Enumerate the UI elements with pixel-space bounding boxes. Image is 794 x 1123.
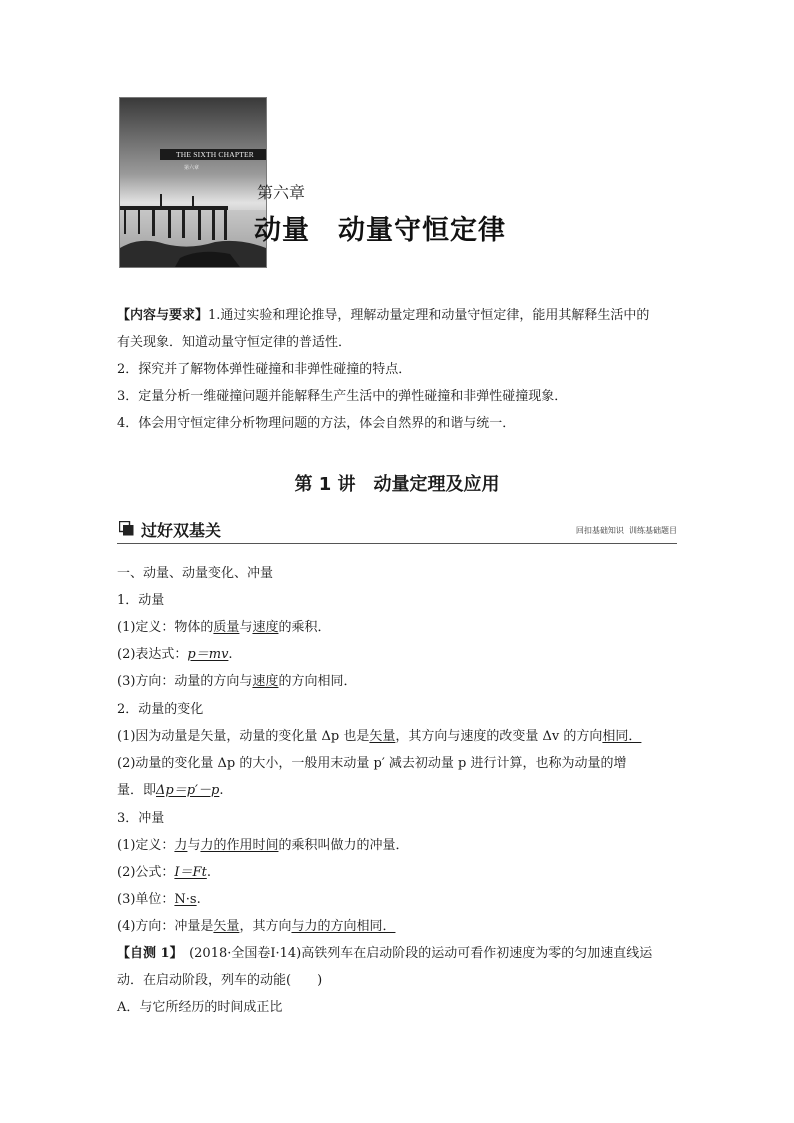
chapter-cover-image — [119, 97, 267, 268]
answer-blank: p＝mv — [187, 647, 229, 662]
answer-blank: 矢量 — [369, 729, 396, 744]
text: (2)公式： — [117, 865, 175, 880]
text: 与 — [187, 838, 201, 853]
momentum-change-2b — [117, 782, 223, 800]
text: 的乘积叫做力的冲量． — [278, 838, 409, 853]
pier-photo — [120, 98, 266, 267]
requirements-line-1 — [117, 307, 649, 325]
requirements-tag: 【内容与要求】 — [117, 308, 209, 323]
section-square-icon — [119, 521, 134, 536]
impulse-unit — [117, 891, 201, 909]
text: . — [196, 892, 201, 907]
lesson-title: 第 1 讲 动量定理及应用 — [294, 474, 500, 495]
answer-blank: 矢量 — [213, 919, 240, 934]
answer-blank: 相同． — [602, 729, 642, 744]
cover-chapter-label: THE SIXTH CHAPTER — [160, 149, 266, 160]
text: (1)定义：物体的 — [117, 620, 214, 635]
requirements-item-2: 2．探究并了解物体弹性碰撞和非弹性碰撞的特点． — [117, 362, 412, 377]
section-title: 过好双基关 — [141, 521, 222, 540]
text: ，其方向与速度的改变量 Δv 的方向 — [395, 729, 603, 744]
text: (3)单位： — [117, 892, 175, 907]
text: (4)方向：冲量是 — [117, 919, 214, 934]
self-test-question-b: 动．在启动阶段，列车的动能( ) — [117, 973, 323, 988]
subheading-impulse: 3．冲量 — [117, 811, 165, 826]
self-test-tag: 【自测 1】 — [117, 946, 177, 961]
answer-blank: 速度 — [252, 674, 279, 689]
heading-1: 一、动量、动量变化、冲量 — [117, 566, 274, 581]
text: 的方向相同． — [278, 674, 357, 689]
momentum-direction — [117, 673, 356, 691]
momentum-change-2a: (2)动量的变化量 Δp 的大小，一般用末动量 p′ 减去初动量 p 进行计算，也称为动量的增 — [117, 756, 627, 771]
self-test-1 — [117, 945, 652, 963]
text: (3)方向：动量的方向与 — [117, 674, 253, 689]
answer-blank: 速度 — [252, 620, 279, 635]
requirements-item-1b: 有关现象．知道动量守恒定律的普适性． — [117, 335, 352, 350]
impulse-direction — [117, 918, 395, 936]
momentum-definition — [117, 619, 330, 637]
answer-blank: 力的作用时间 — [200, 838, 279, 853]
momentum-expression — [117, 646, 233, 664]
momentum-change-1 — [117, 728, 641, 746]
answer-blank: 质量 — [213, 620, 240, 635]
text: ，其方向 — [239, 919, 292, 934]
impulse-definition — [117, 837, 408, 855]
chapter-title: 动量 动量守恒定律 — [254, 215, 506, 246]
subheading-momentum: 1．动量 — [117, 593, 165, 608]
requirements-item-3: 3．定量分析一维碰撞问题并能解释生产生活中的弹性碰撞和非弹性碰撞现象． — [117, 389, 568, 404]
answer-blank: 与力的方向相同． — [291, 919, 396, 934]
text: 量．即 — [117, 783, 157, 798]
text: 的乘积． — [278, 620, 331, 635]
cover-chapter-sub: 第六章 — [184, 165, 200, 171]
option-a: A．与它所经历的时间成正比 — [117, 1000, 283, 1015]
requirements-item-1a: 1.通过实验和理论推导，理解动量定理和动量守恒定律，能用其解释生活中的 — [208, 308, 650, 323]
text: (2)表达式： — [117, 647, 188, 662]
text: . — [206, 865, 211, 880]
self-test-question-a: (2018·全国卷Ⅰ·14)高铁列车在启动阶段的运动可看作初速度为零的匀加速直线运 — [176, 946, 653, 961]
text: . — [219, 783, 224, 798]
impulse-formula — [117, 864, 211, 882]
section-subtitle: 回扣基础知识 训练基础题目 — [575, 526, 677, 535]
requirements-item-4: 4．体会用守恒定律分析物理问题的方法，体会自然界的和谐与统一． — [117, 416, 516, 431]
section-header — [117, 517, 677, 544]
text: (1)因为动量是矢量，动量的变化量 Δp 也是 — [117, 729, 370, 744]
answer-blank: Δp＝p′－p — [156, 783, 220, 798]
answer-blank: I＝Ft — [174, 865, 207, 880]
text: . — [228, 647, 233, 662]
text: (1)定义： — [117, 838, 175, 853]
chapter-number: 第六章 — [257, 183, 306, 202]
subheading-momentum-change: 2．动量的变化 — [117, 702, 204, 717]
answer-blank: N·s — [174, 892, 197, 907]
answer-blank: 力 — [174, 838, 188, 853]
text: 与 — [239, 620, 253, 635]
